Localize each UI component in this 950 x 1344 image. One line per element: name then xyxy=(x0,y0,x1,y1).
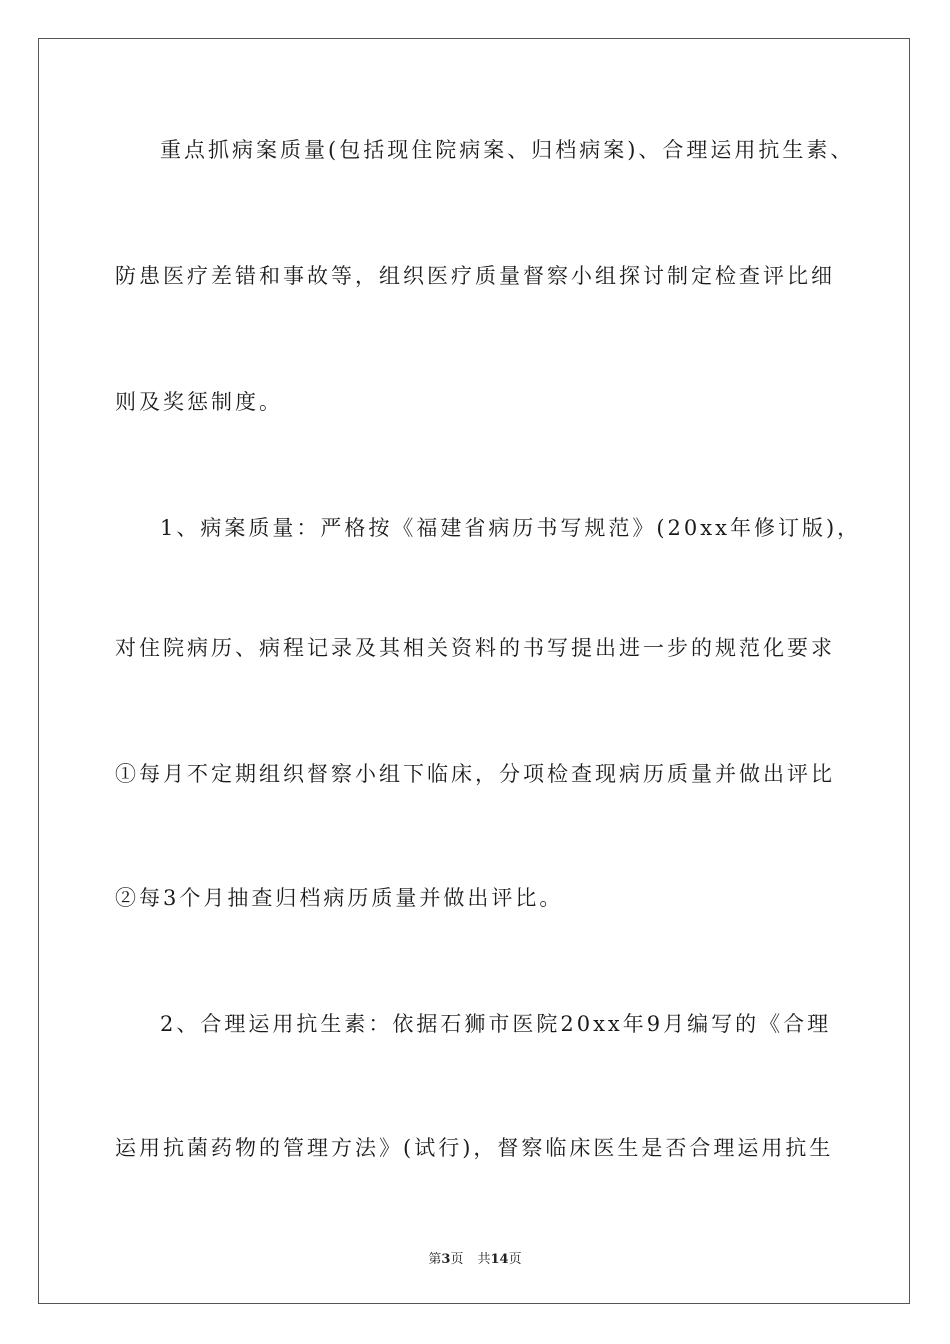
footer-total-number: 14 xyxy=(490,1252,509,1267)
paragraph-line-1: 重点抓病案质量(包括现住院病案、归档病案)、合理运用抗生素、 xyxy=(160,138,855,162)
paragraph-line-2: 防患医疗差错和事故等，组织医疗质量督察小组探讨制定检查评比细 xyxy=(115,264,835,288)
paragraph-line-5: 对住院病历、病程记录及其相关资料的书写提出进一步的规范化要求 xyxy=(115,636,835,660)
footer-total-suffix: 页 xyxy=(508,1252,522,1267)
footer-page-number: 3 xyxy=(441,1252,451,1267)
page-border xyxy=(38,38,910,1304)
footer-total-prefix: 共 xyxy=(477,1252,491,1267)
paragraph-line-6: ①每月不定期组织督察小组下临床，分项检查现病历质量并做出评比 xyxy=(115,762,835,786)
footer-page-prefix: 第 xyxy=(428,1252,442,1267)
footer-page-suffix: 页 xyxy=(450,1252,464,1267)
paragraph-line-9: 运用抗菌药物的管理方法》(试行)，督察临床医生是否合理运用抗生 xyxy=(115,1136,834,1160)
paragraph-line-8: 2、合理运用抗生素：依据石狮市医院20xx年9月编写的《合理 xyxy=(160,1012,832,1036)
paragraph-line-7: ②每3个月抽查归档病历质量并做出评比。 xyxy=(115,886,564,910)
paragraph-line-3: 则及奖惩制度。 xyxy=(115,390,283,414)
paragraph-line-4: 1、病案质量：严格按《福建省病历书写规范》(20xx年修订版)， xyxy=(160,516,862,540)
page-footer xyxy=(0,1248,950,1267)
